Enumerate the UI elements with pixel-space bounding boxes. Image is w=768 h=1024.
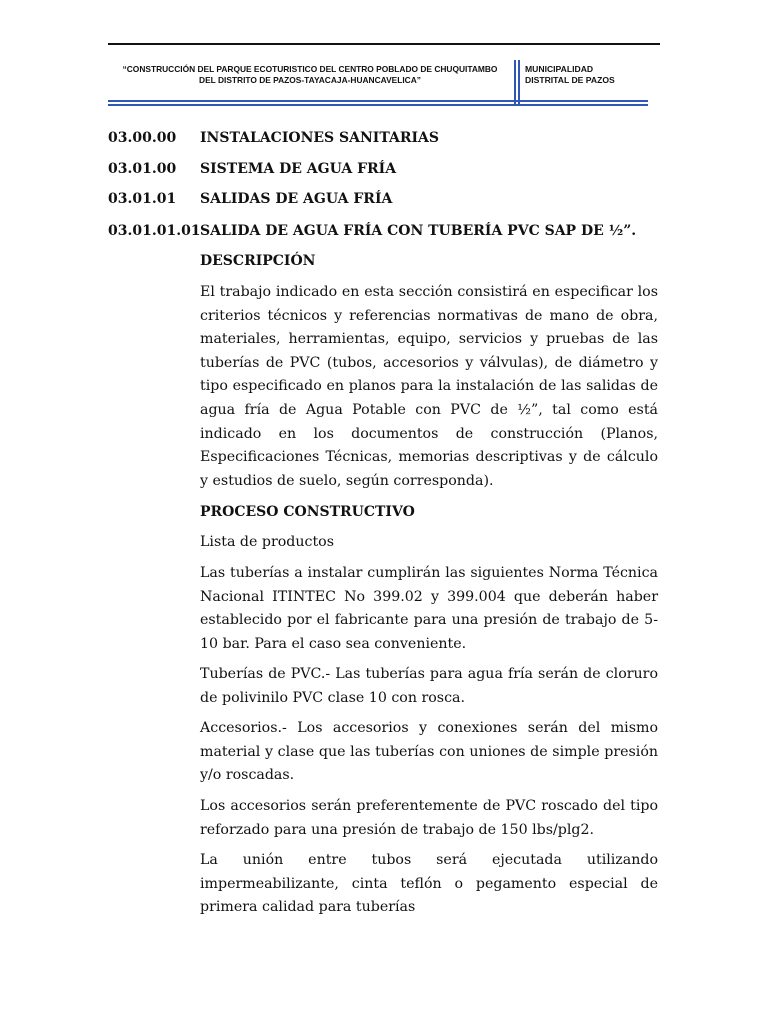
header-entity-line-2: DISTRITAL DE PAZOS — [525, 74, 615, 85]
section-title: SALIDA DE AGUA FRÍA CON TUBERÍA PVC SAP DE ½”. — [200, 223, 637, 239]
header-divider-right — [518, 60, 520, 104]
tuberias-pvc-paragraph: Tuberías de PVC.- Las tuberías para agua fría serán de cloruro de polivinilo PVC clase 10 con rosca. — [200, 666, 658, 706]
header-top-rule — [108, 43, 660, 45]
tuberias-norma-paragraph: Las tuberías a instalar cumplirán las siguientes Norma Técnica Nacional ITINTEC No 399.02 y 399.004 que deberán haber establecido por el fabricante para una presión de trabajo de 5-10 bar. Para el caso sea conveniente. — [200, 565, 658, 652]
union-tubos-paragraph: La unión entre tubos será ejecutada utilizando impermeabilizante, cinta teflón o pegamento especial de primera calidad para tuberías — [200, 852, 658, 916]
header-underline-2 — [108, 104, 648, 106]
descripcion-paragraph: El trabajo indicado en esta sección consistirá en especificar los criterios técnicos y referencias normativas de mano de obra, materiales, herramientas, equipo, servicios y pruebas de las tuberías de PVC (tubos, accesorios y válvulas), de diámetro y tipo especificado en planos para la instalación de las salidas de agua fría de Agua Potable con PVC de ½”, tal como está indicado en los documentos de construcción (Planos, Especificaciones Técnicas, memorias descriptivas y de cálculo y estudios de suelo, según corresponda). — [200, 284, 658, 489]
section-title: SISTEMA DE AGUA FRÍA — [200, 161, 397, 177]
section-heading-03-01-01 — [108, 190, 668, 208]
section-number: 03.01.00 — [108, 161, 177, 177]
lista-productos-label: Lista de productos — [200, 534, 334, 550]
accesorios-pvc-paragraph: Los accesorios serán preferentemente de PVC roscado del tipo reforzado para una presión de trabajo de 150 lbs/plg2. — [200, 798, 658, 838]
header-divider-left — [514, 60, 516, 104]
section-heading-03-01-00 — [108, 160, 668, 178]
section-title: SALIDAS DE AGUA FRÍA — [200, 191, 393, 207]
section-heading-03-00-00 — [108, 129, 668, 147]
section-title: INSTALACIONES SANITARIAS — [200, 130, 440, 146]
header-project-line-2: DEL DISTRITO DE PAZOS-TAYACAJA-HUANCAVELICA” — [199, 74, 421, 85]
descripcion-title: DESCRIPCIÓN — [200, 253, 316, 269]
accesorios-paragraph: Accesorios.- Los accesorios y conexiones serán del mismo material y clase que las tuberías con uniones de simple presión y/o roscadas. — [200, 720, 658, 784]
header-entity-line-1: MUNICIPALIDAD — [525, 64, 594, 74]
section-heading-03-01-01-01 — [108, 222, 668, 240]
header-project-title — [108, 64, 512, 85]
section-number: 03.01.01 — [108, 191, 177, 207]
header-entity — [525, 64, 655, 85]
section-number: 03.01.01.01 — [108, 223, 201, 239]
proceso-constructivo-title: PROCESO CONSTRUCTIVO — [200, 504, 415, 520]
header-project-line-1: “CONSTRUCCIÓN DEL PARQUE ECOTURISTICO DEL CENTRO POBLADO DE CHUQUITAMBO — [122, 64, 498, 74]
header-underline-1 — [108, 100, 648, 102]
section-number: 03.00.00 — [108, 130, 177, 146]
